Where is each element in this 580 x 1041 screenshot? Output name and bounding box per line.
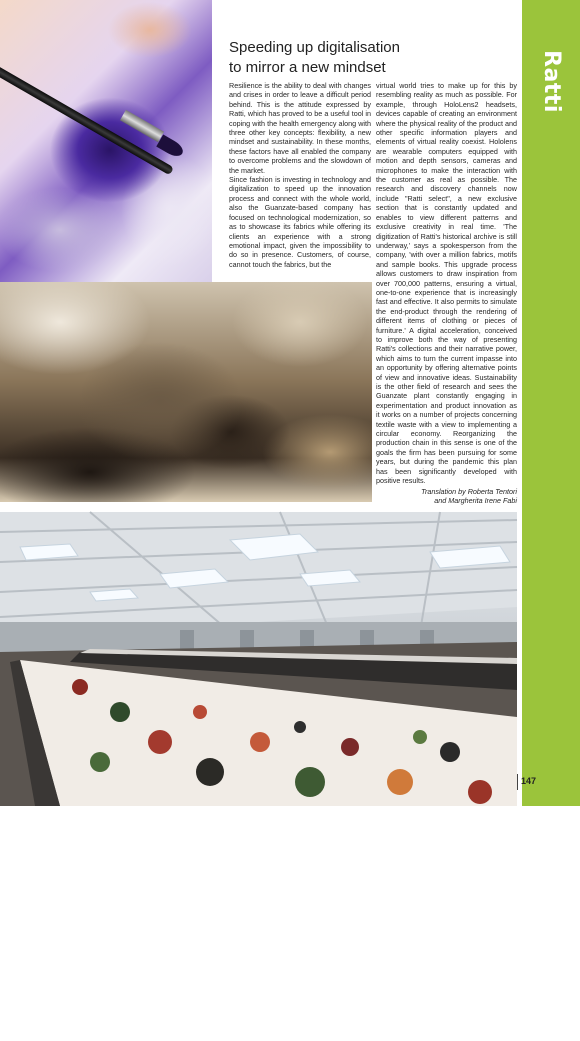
paintbrush-handle <box>0 63 174 176</box>
factory-illustration <box>0 512 517 806</box>
paragraph: Resilience is the ability to deal with changes and crises in order to leave a difficult period behind. This is the attitude expressed by Ratti, which has proved to be a useful tool in coping with the health emergency along with three other key concepts: flexibility, a new mindset and sustainability. In these months, these factors have all enabled the company to overcome problems and the slowdown of the market. <box>229 81 371 175</box>
credit-line-1: Translation by Roberta Tentori <box>421 487 517 496</box>
ink-smoke-photo <box>0 282 372 502</box>
article-column-1 <box>229 81 371 269</box>
article-title <box>229 38 519 78</box>
factory-printing-tables-photo <box>0 512 517 1041</box>
paintbrush-tip <box>156 134 186 159</box>
paragraph: Since fashion is investing in technology and digitalization to speed up the innovation process and connect with the whole world, also the Guanzate-based company has focused on technological modernization, so as to showcase its fabrics while offering its clients an experience with a strong emotional impact, given the impossibility to do so in presence. Customers, of course, cannot touch the fabrics, but the <box>229 175 371 269</box>
credit-line-2: and Margherita Irene Fabi <box>434 496 517 506</box>
title-line-1: Speeding up digitalisation <box>229 39 400 56</box>
paragraph: virtual world tries to make up for this by resembling reality as much as possible. For example, through HoloLens2 headsets, devices capable of creating an environment where the physical reality of the product and other specific information players and elements of virtual reality coexist. Hololens are wearable computers equipped with motion and depth sensors, cameras and microphones to make the interaction with the customer as real as possible. The research and discovery channels now include "Ratti select", a new exclusive section that is constantly updated and enables to view different patterns and exclusive creativity in real time. 'The digitization of Ratti's historical archive is still underway,' says a spokesperson from the company, 'with over a million fabrics, motifs and sample books. This upgrade process allows customers to draw inspiration from over 700,000 patterns, ensuring a virtual, one-to-one experience that is increasingly fast and effective. It also permits to simulate the end-product through the rendering of different items of clothing or pieces of furniture.' A digital acceleration, conceived to improve both the way of presenting Ratti's collections and their narrative power, which aims to turn the current impasse into an opportunity by offering alternative points of view and innovative ideas. Sustainability is the other field of research and sees the Guanzate plant constantly engaging in experimentation and product innovation as it works on a number of projects concerning textile waste with a view to implementing a circular economy. Reorganizing the production chain in this sense is one of the goals the firm has been pursuing for some years, but during the pandemic this plan has been significantly developed with positive results. <box>376 81 517 486</box>
brush-paint-photo <box>0 0 212 282</box>
brand-label: Ratti <box>538 49 564 113</box>
title-line-2: to mirror a new mindset <box>229 59 386 76</box>
paintbrush-ferrule <box>120 110 164 142</box>
article-column-2 <box>376 81 517 485</box>
brand-tab <box>522 36 580 126</box>
translation-credit <box>376 487 517 506</box>
photo-credit: PHOTO NICCOLÒ BIDDAU <box>439 1035 512 1041</box>
page-number-divider <box>517 774 518 790</box>
page-number: 147 <box>521 776 537 786</box>
